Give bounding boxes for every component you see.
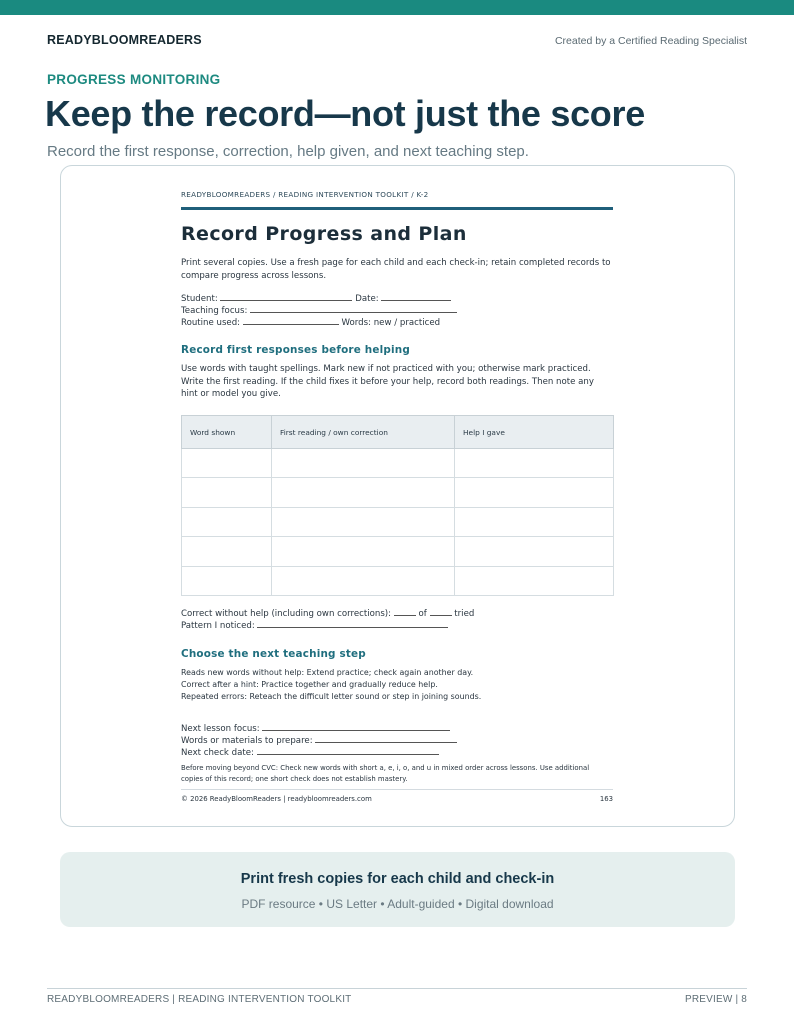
column-header-first-reading: First reading / own correction xyxy=(272,416,455,449)
correct-tally-line xyxy=(181,607,474,619)
worksheet-footer-rule xyxy=(181,789,613,790)
section-heading-first-responses: Record first responses before helping xyxy=(181,344,411,356)
teaching-focus-line xyxy=(181,304,457,316)
page-footer-left: READYBLOOMREADERS | READING INTERVENTION TOOLKIT xyxy=(47,994,352,1005)
table-cell xyxy=(182,566,272,595)
section-heading-next-step: Choose the next teaching step xyxy=(181,648,366,660)
materials-label: Words or materials to prepare: xyxy=(181,736,313,746)
top-accent-bar xyxy=(0,0,794,15)
teaching-focus-blank xyxy=(250,304,457,313)
table-row xyxy=(182,537,614,566)
pattern-label: Pattern I noticed: xyxy=(181,621,255,631)
routine-line xyxy=(181,316,440,328)
student-label: Student: xyxy=(181,294,218,304)
date-label: Date: xyxy=(355,294,379,304)
pattern-blank xyxy=(257,619,448,628)
date-blank xyxy=(381,292,451,301)
worksheet-footer: © 2026 ReadyBloomReaders | readybloomreaders.com xyxy=(181,795,372,803)
next-focus-line xyxy=(181,722,450,734)
table-row xyxy=(182,478,614,507)
teaching-focus-label: Teaching focus: xyxy=(181,306,248,316)
table-cell xyxy=(272,478,455,507)
next-step-item: Repeated errors: Reteach the difficult letter sound or step in joining sounds. xyxy=(181,692,482,701)
worksheet-page xyxy=(181,186,613,816)
next-step-item: Correct after a hint: Practice together and gradually reduce help. xyxy=(181,680,438,689)
next-step-list xyxy=(181,667,601,703)
table-cell xyxy=(272,449,455,478)
worksheet-title: Record Progress and Plan xyxy=(181,223,467,245)
correct-count-blank xyxy=(394,607,416,616)
routine-label: Routine used: xyxy=(181,318,241,328)
tried-label: tried xyxy=(454,609,475,619)
page-footer-rule xyxy=(47,988,747,989)
check-date-blank xyxy=(257,746,439,755)
of-label: of xyxy=(418,609,427,619)
table-cell xyxy=(455,566,614,595)
table-cell xyxy=(455,507,614,536)
table-cell xyxy=(272,507,455,536)
student-blank xyxy=(220,292,352,301)
pattern-line xyxy=(181,619,448,631)
column-header-word-shown: Word shown xyxy=(182,416,272,449)
table-cell xyxy=(272,566,455,595)
table-cell xyxy=(455,449,614,478)
worksheet-page-number: 163 xyxy=(599,795,613,803)
column-header-help-given: Help I gave xyxy=(455,416,614,449)
table-row xyxy=(182,449,614,478)
next-focus-label: Next lesson focus: xyxy=(181,724,260,734)
table-cell xyxy=(182,449,272,478)
next-step-item: Reads new words without help: Extend practice; check again another day. xyxy=(181,668,474,677)
check-date-label: Next check date: xyxy=(181,748,254,758)
worksheet-breadcrumb: READYBLOOMREADERS / READING INTERVENTION TOOLKIT / K-2 xyxy=(181,190,429,199)
words-new-practiced-label: Words: new / practiced xyxy=(341,318,441,328)
table-row xyxy=(182,507,614,536)
page-footer-right: PREVIEW | 8 xyxy=(684,994,747,1005)
worksheet-header-rule xyxy=(181,207,613,210)
brand-name: READYBLOOMREADERS xyxy=(47,33,202,47)
mastery-note: Before moving beyond CVC: Check new words with short a, e, i, o, and u in mixed order across lessons. Use additional copies of this record; one short check does not establish mastery. xyxy=(181,764,590,783)
table-cell xyxy=(455,537,614,566)
page-subheadline: Record the first response, correction, help given, and next teaching step. xyxy=(47,143,529,160)
next-focus-blank xyxy=(262,722,450,731)
table-cell xyxy=(182,507,272,536)
print-callout-title: Print fresh copies for each child and check-in xyxy=(240,871,555,887)
materials-line xyxy=(181,734,457,746)
table-cell xyxy=(182,478,272,507)
table-row xyxy=(182,566,614,595)
materials-blank xyxy=(315,734,457,743)
routine-blank xyxy=(243,316,339,325)
tried-count-blank xyxy=(430,607,452,616)
page-headline: Keep the record—not just the score xyxy=(45,93,645,134)
student-date-line xyxy=(181,292,451,304)
table-cell xyxy=(182,537,272,566)
correct-tally-label: Correct without help (including own corrections): xyxy=(181,609,392,619)
print-callout-details: PDF resource • US Letter • Adult-guided • Digital download xyxy=(241,897,554,911)
table-cell xyxy=(455,478,614,507)
record-table xyxy=(181,415,614,596)
print-callout xyxy=(60,852,735,927)
check-date-line xyxy=(181,746,439,758)
first-responses-instructions: Use words with taught spellings. Mark new if not practiced with you; otherwise mark practiced. Write the first reading. If the child fixes it before your help, record both readings. Then note any hint or model you give. xyxy=(181,364,594,400)
section-eyebrow: PROGRESS MONITORING xyxy=(47,72,221,87)
worksheet-intro: Print several copies. Use a fresh page for each child and each check-in; retain completed records to compare progress across lessons. xyxy=(181,258,611,281)
record-table-header-row xyxy=(182,416,614,449)
table-cell xyxy=(272,537,455,566)
creator-credit: Created by a Certified Reading Specialist xyxy=(554,35,747,47)
